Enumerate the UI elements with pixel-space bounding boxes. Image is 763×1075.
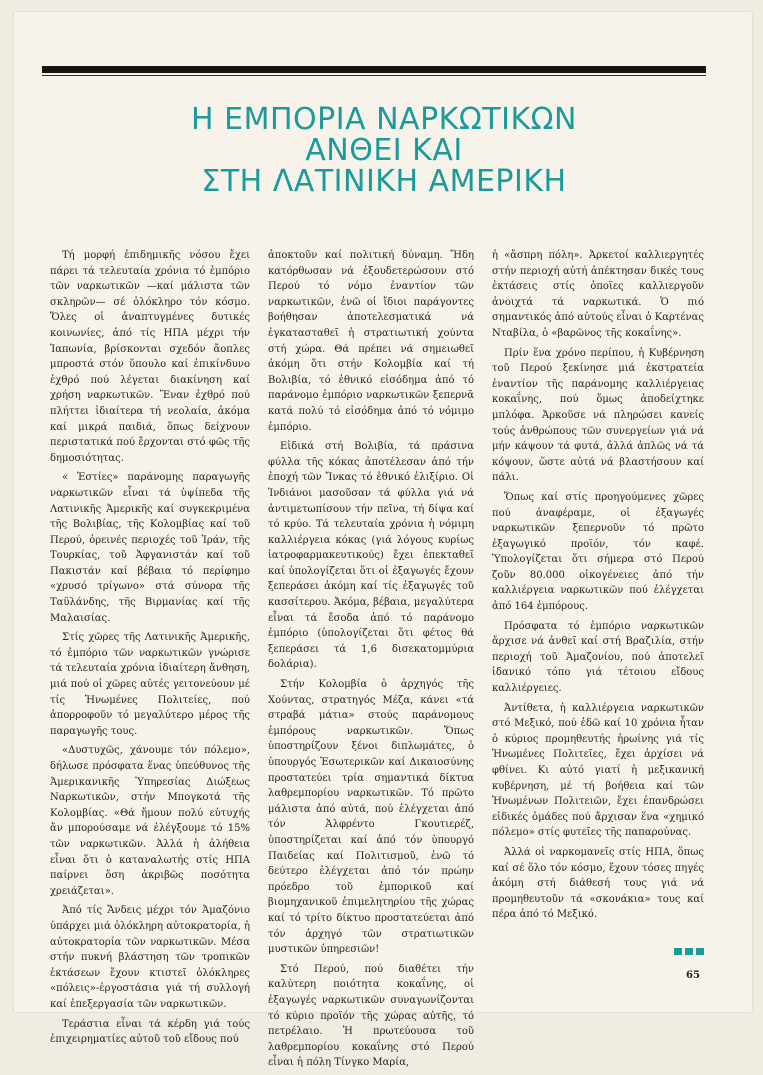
paragraph: Ἀλλά οἱ ναρκομανεῖς στίς ΗΠΑ, ὅπως καί σέ ὅλο τόν κόσμο, ἔχουν τόσες πηγές ἀκόμη στή διάθεσή τους γιά νά προμηθευτοῦν τά «σκονάκια» τους καί πέρα ἀπό τό Μεξικό. [492,846,704,921]
paragraph: Εἰδικά στή Βολιβία, τά πράσινα φύλλα τῆς κόκας ἀποτέλεσαν ἀπό τήν ἐποχή τῶν Ἴνκας τό ἐθνικό ἐλιξίριο. Οἱ Ἰνδιάνοι μασοῦσαν τά φύλλα γιά νά ἀντιμετωπίσουν τήν πεῖνα, τή δίψα καί τό κρύο. Τά τελευταία χρόνια ἡ νόμιμη καλλιέργεια κόκας (γιά λόγους κυρίως ἰατροφαρμακευτικούς) ἔχει ἐπεκταθεῖ καί ὑπολογίζεται ὅτι οἱ ἐξαγωγές ἔχουν ξεπεράσει ἀκόμη καί τίς ἐξαγωγές τοῦ κασσίτερου. Ἀκόμα, βέβαια, μεγαλύτερα εἶναι τά ἔσοδα ἀπό τό παράνομο ἐμπόριο (ὑπολογίζεται ὅτι φέτος θά ξεπεράσει τά 1,6 δισεκατομμύρια δολάρια). [268,441,474,671]
article-headline [74,104,694,197]
headline-line-1: Η ΕΜΠΟΡΙΑ ΝΑΡΚΩΤΙΚΩΝ [191,102,577,137]
paragraph: Ἀπό τίς Ἄνδεις μέχρι τόν Ἀμαζόνιο ὑπάρχει μιά ὁλόκληρη αὐτοκρατορία, ἡ αὐτοκρατορία τῶν ναρκωτικῶν. Μέσα στήν πυκνή βλάστηση τῶν τροπικῶν ἐκτάσεων ἔχουν κτιστεῖ ὁλόκληρες «πόλεις»-ἐργοστάσια γιά τή συλλογή καί ἐπεξεργασία τῶν ναρκωτικῶν. [50,905,250,1010]
paragraph: Πρίν ἕνα χρόνο περίπου, ἡ Κυβέρνηση τοῦ Περού ξεκίνησε μιά ἐκστρατεία ἐναντίον τῆς παράνομης καλλιέργειας κοκαΐνης, πού ὅμως ἀποδείχτηκε μπλόφα. Ἀρκοῦσε νά πληρώσει κανείς τούς ἀνθρώπους τῶν συνεργείων γιά νά μήν κάψουν τά φυτά, ἀλλά ἁπλῶς νά τά κόψουν, ὥστε αὐτά νά βλαστήσουν καί πάλι. [492,347,704,484]
top-rule-thin [42,75,706,76]
paragraph: Ἀντίθετα, ἡ καλλιέργεια ναρκωτικῶν στό Μεξικό, πού ἐδῶ καί 10 χρόνια ἦταν ὁ κύριος προμηθευτής ἡρωίνης γιά τίς Ἡνωμένες Πολιτεῖες, ἔχει ἀρχίσει νά φθίνει. Κι αὐτό γιατί ἡ μεξικανική κυβέρνηση, μέ τή βοήθεια καί τῶν Ἡνωμένων Πολιτειῶν, ἔχει ἐπανδρώσει εἰδικές ὁμάδες πού ἄρχισαν ἕνα «χημικό πόλεμο» στίς φυτεῖες τῆς παπαρούνας. [492,702,704,839]
top-rule-thick [42,66,706,73]
paragraph: ἀποκτοῦν καί πολιτική δύναμη. Ἤδη κατόρθωσαν νά ἐξουδετερώσουν στό Περού τό νόμο ἐναντίον τῶν ναρκωτικῶν, ἐνῶ οἱ ἴδιοι παράγοντες βοήθησαν ἀποτελεσματικά νά ἐγκατασταθεῖ ἡ στρατιωτική χούντα στή χώρα. Θά πρέπει νά σημειωθεῖ ἀκόμη ὅτι στήν Κολομβία καί τή Βολιβία, τό ἐθνικό εἰσόδημα ἀπό τό παράνομο ἐμπόριο ναρκωτικῶν ξεπερνᾶ κατά πολύ τό εἰσόδημα ἀπό τό νόμιμο ἐμπόριο. [268,250,474,433]
paragraph: Τεράστια εἶναι τά κέρδη γιά τούς ἐπιχειρηματίες αὐτοῦ τοῦ εἴδους πού [50,1018,250,1046]
text-column-1 [50,248,250,1052]
headline-line-2: ΑΝΘΕΙ ΚΑΙ [305,133,463,168]
paragraph: Τή μορφή ἐπιδημικῆς νόσου ἔχει πάρει τά τελευταία χρόνια τό ἐμπόριο τῶν ναρκωτικῶν —καί μάλιστα τῶν σκληρῶν— σέ ὁλόκληρο τόν κόσμο. Ὅλες οἱ ἀναπτυγμένες δυτικές κοινωνίες, ἀπό τίς ΗΠΑ μέχρι τήν Ἰαπωνία, βρίσκονται σχεδόν ἄοπλες μπροστά στόν ὕπουλο καί ἐπικίνδυνο ἐχθρό πού λέγεται διακίνηση καί χρήση ναρκωτικῶν. Ἕναν ἐχθρό πού πλήττει ἰδιαίτερα τή νεολαία, ἀκόμα καί μικρά παιδιά, ὅπως δείχνουν περιστατικά πού ἔρχονται στό φῶς τῆς δημοσιότητας. [50,250,250,464]
text-column-2 [268,248,474,1075]
paragraph: ἡ «ἄσπρη πόλη». Ἀρκετοί καλλιεργητές στήν περιοχή αὐτή ἀπέκτησαν δικές τους ἐκτάσεις στίς ὁποῖες καλλιεργοῦν ἀνοιχτά τά ναρκωτικά. Ὁ πιό σημαντικός ἀπό αὐτούς εἶναι ὁ Καρτένας Νταβίλα, ὁ «βαρῶνος τῆς κοκαΐνης». [492,250,704,339]
end-of-article-mark [674,948,704,955]
page-number: 65 [686,970,700,981]
paragraph: Ὅπως καί στίς προηγούμενες χῶρες πού ἀναφέραμε, οἱ ἐξαγωγές ναρκωτικῶν ξεπερνοῦν τό πρῶτο ἐξαγωγικό προϊόν, τόν καφέ. Ὑπολογίζεται ὅτι σήμερα στό Περού ζοῦν 80.000 οἰκογένειες ἀπό τήν καλλιέργεια ναρκωτικῶν πού ἐλέγχεται ἀπό 164 ἐμπόρους. [492,491,704,613]
square-icon [696,948,704,955]
paragraph: Στίς χῶρες τῆς Λατινικῆς Ἀμερικῆς, τό ἐμπόριο τῶν ναρκωτικῶν γνώρισε τά τελευταία χρόνια ἰδιαίτερη ἄνθηση, μιά πού οἱ χῶρες αὐτές γειτονεύουν μέ τίς Ἡνωμένες Πολιτείες, πού ἀπορροφοῦν τό μεγαλύτερο μέρος τῆς παραγωγῆς τους. [50,632,250,737]
square-icon [674,948,682,955]
paragraph: «Δυστυχῶς, χάνουμε τόν πόλεμο», δήλωσε πρόσφατα ἕνας ὑπεύθυνος τῆς Ἀμερικανικῆς Ὑπηρεσίας Διώξεως Ναρκωτικῶν, στήν Μπογκοτά τῆς Κολομβίας. «Θά ἤμουν πολύ εὐτυχής ἄν μπορούσαμε νά ἐλέγξουμε τό 15% τῶν ναρκωτικῶν. Ἀλλά ἡ ἀλήθεια εἶναι ὅτι ὁ καταναλωτής στίς ΗΠΑ παίρνει ὅση ἀκριβῶς ποσότητα χρειάζεται». [50,745,250,897]
paragraph: Πρόσφατα τό ἐμπόριο ναρκωτικῶν ἄρχισε νά ἀνθεῖ καί στή Βραζιλία, στήν περιοχή τοῦ Ἀμαζονίου, πού ἀποτελεῖ ἰδανικό τόπο γιά τέτοιου εἴδους καλλιέργειες. [492,620,704,695]
magazine-page [14,12,752,1069]
paragraph: « Ἑστίες» παράνομης παραγωγῆς ναρκωτικῶν εἶναι τά ὑψίπεδα τῆς Λατινικῆς Ἀμερικῆς καί συγκεκριμένα τῆς Βολιβίας, τῆς Κολομβίας καί τοῦ Περού, ὀρεινές περιοχές τοῦ Ἰράν, τῆς Τουρκίας, τοῦ Ἀφγανιστάν καί τοῦ Πακιστάν καί βέβαια τό περίφημο «χρυσό τρίγωνο» στά σύνορα τῆς Ταϋλάνδης, τῆς Βιρμανίας καί τῆς Μαλαισίας. [50,472,250,624]
text-column-3 [492,248,704,927]
headline-line-3: ΣΤΗ ΛΑΤΙΝΙΚΗ ΑΜΕΡΙΚΗ [201,164,567,199]
paragraph: Στό Περού, πού διαθέτει τήν καλύτερη ποιότητα κοκαΐνης, οἱ ἐξαγωγές ναρκωτικῶν συναγωνίζονται τό κύριο προϊόν τῆς χώρας αὐτῆς, τό πετρέλαιο. Ἡ πρωτεύουσα τοῦ λαθρεμπορίου κοκαΐνης στό Περού εἶναι ἡ πόλη Τίνγκο Μαρία, [268,963,474,1069]
paragraph: Στήν Κολομβία ὁ ἀρχηγός τῆς Χούντας, στρατηγός Μέζα, κάνει «τά στραβά μάτια» στούς παράνομους ἐμπόρους ναρκωτικῶν. Ὅπως ὑποστηρίζουν ξένοι διπλωμάτες, ὁ ὑπουργός Ἐσωτερικῶν καί Δικαιοσύνης προστατεύει τρία σημαντικά δίκτυα λαθρεμπορίου ναρκωτικῶν. Τό πρῶτο μάλιστα ἀπό αὐτά, πού ἐλέγχεται ἀπό τόν Ἀλφρέντο Γκουτιερέζ, ὑποστηρίζεται καί ἀπό τόν ὑπουργό Παιδείας καί Πολιτισμοῦ, ἐνῶ τό δεύτερο ἐλέγχεται ἀπό τόν πρώην πρόεδρο τοῦ ἐμπορικοῦ καί βιομηχανικοῦ ἐπιμελητηρίου τῆς χώρας καί τό τρίτο δίκτυο προστατεύεται ἀπό τόν ἀρχηγό τῶν στρατιωτικῶν μυστικῶν ὑπηρεσιῶν! [268,679,474,956]
square-icon [685,948,693,955]
